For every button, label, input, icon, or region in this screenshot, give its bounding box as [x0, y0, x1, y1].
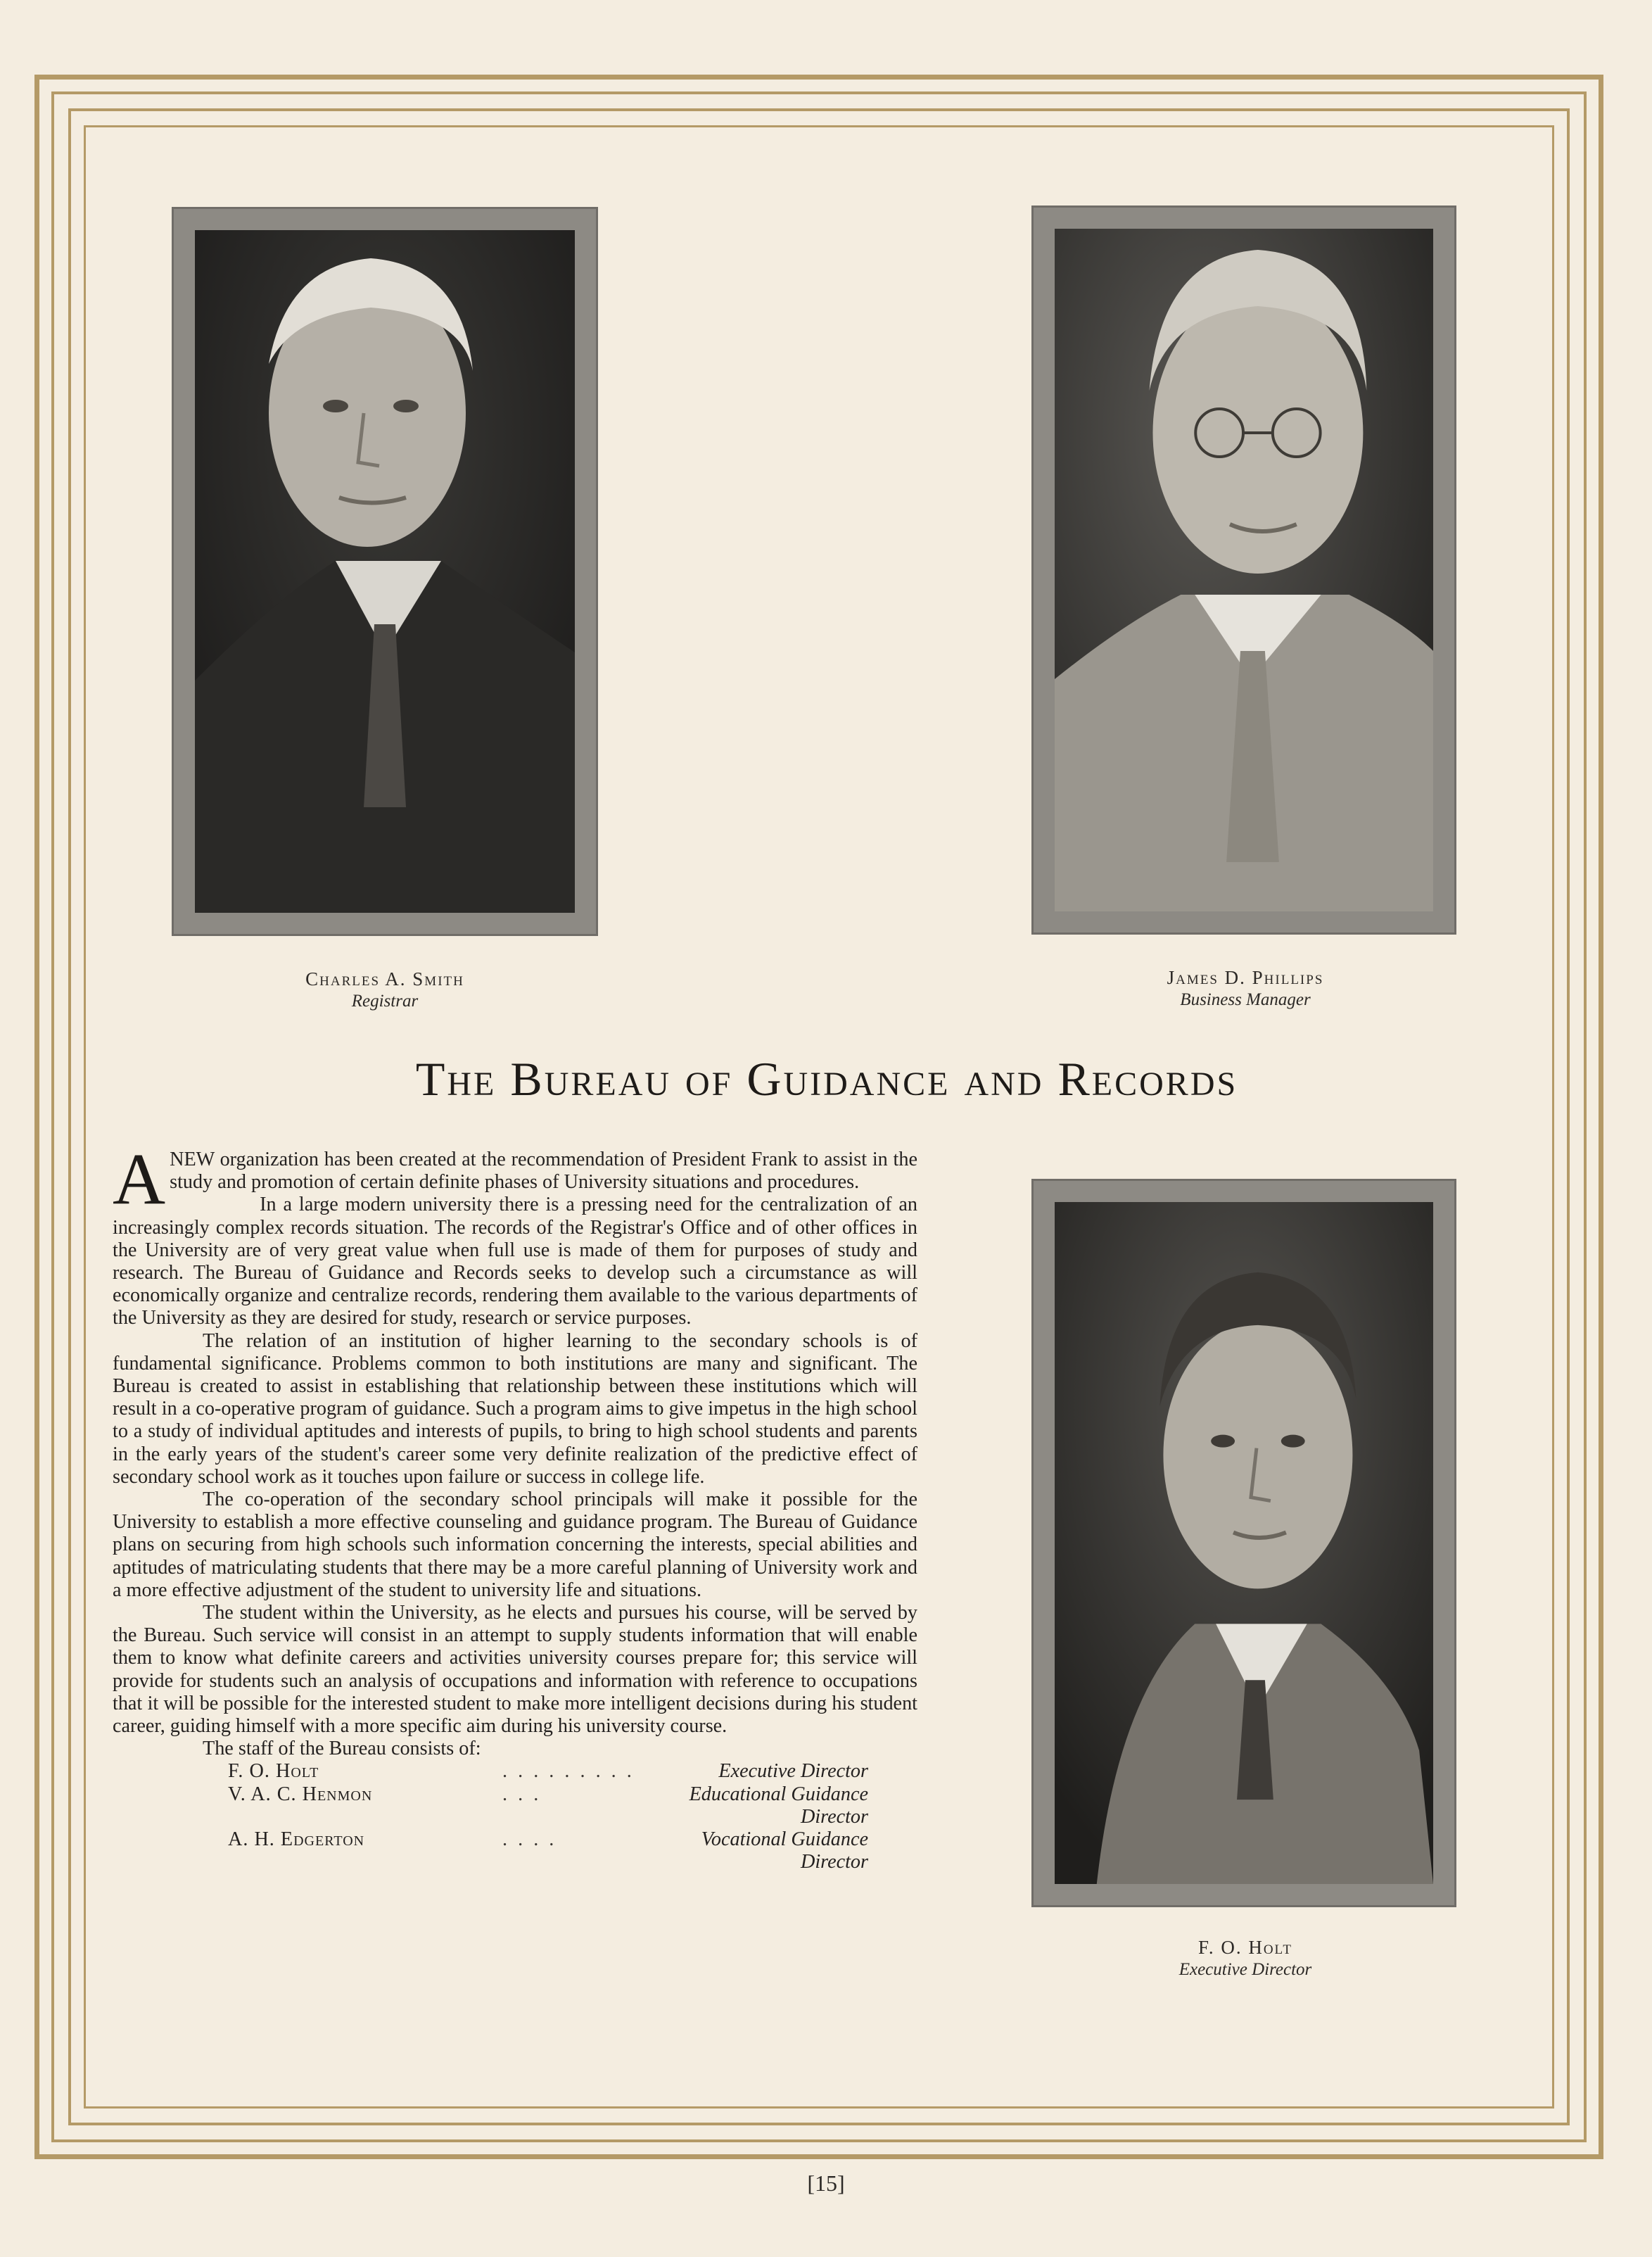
staff-row [113, 1828, 917, 1873]
portrait-frame-phillips [1031, 206, 1456, 935]
portrait-name-phillips: James D. Phillips [1167, 967, 1324, 988]
portrait-name-smith: Charles A. Smith [305, 968, 464, 990]
paragraph-6: The staff of the Bureau consists of: [203, 1738, 481, 1760]
page-number: [15] [807, 2170, 845, 2196]
caption-smith [244, 968, 526, 1011]
page-title: The Bureau of Guidance and Records [415, 1052, 1238, 1106]
paragraph-1 [113, 1139, 917, 1220]
staff-role: Vocational Guidance Director [701, 1828, 868, 1873]
staff-name: V. A. C. Henmon [228, 1783, 373, 1805]
staff-row [113, 1760, 917, 1783]
portrait-photo-smith [195, 230, 575, 913]
portrait-frame-holt [1031, 1179, 1456, 1907]
article-body [113, 1139, 917, 1874]
paragraph-4: The co-operation of the secondary school principals will make it possible for the University to establish a more effective counseling and guidance program. The Bureau of Guidance plans on securing from high schools such information concerning the interests, special abilities and aptitudes of matriculating students that there may be a more careful planning of University work and a more effective adjustment of the student to university life and situations. [113, 1488, 917, 1601]
paragraph-2: In a large modern university there is a pressing need for the centralization of an increasingly complex records situation. The records of the Registrar's Office and of other offices in the University are of very great value when full use is made of them for purposes of study and research. The Bureau of Guidance and Records seeks to develop such a circumstance as will economically organize and centralize records, rendering them available to the various departments of the University as they are desired for study, research or service purposes. [113, 1194, 917, 1329]
staff-leader-dots: . . . . [502, 1828, 557, 1851]
staff-name: A. H. Edgerton [228, 1828, 365, 1851]
staff-list [113, 1760, 917, 1873]
portrait-frame-smith [172, 207, 598, 936]
portrait-name-holt: F. O. Holt [1197, 1937, 1293, 1958]
staff-role: Educational Guidance Director [689, 1783, 868, 1828]
portrait-photo-holt [1055, 1202, 1433, 1884]
staff-name: F. O. Holt [228, 1760, 319, 1783]
paragraph-1-text: NEW organization has been created at the recommendation of President Frank to assist in the study and promotion of certain definite phases of University situations and procedures. [170, 1149, 917, 1194]
staff-leader-dots: . . . [502, 1783, 542, 1805]
portrait-photo-phillips [1055, 229, 1433, 911]
portrait-role-holt: Executive Director [1178, 1960, 1312, 1979]
drop-cap: A [113, 1139, 166, 1220]
staff-leader-dots: . . . . . . . . . [502, 1760, 635, 1783]
portrait-role-phillips: Business Manager [1180, 990, 1311, 1009]
caption-phillips [1105, 967, 1386, 1010]
portrait-role-smith: Registrar [351, 992, 419, 1011]
paragraph-3: The relation of an institution of higher learning to the secondary schools is of fundamental significance. Problems common to both institutions are many and significant. The Bureau is created to assist in establishing that relationship between these institutions which will result in a co-operative program of guidance. Such a program aims to give impetus in the high school to a study of individual aptitudes and interests of pupils, to bring to high school students and parents in the early years of the student's career some very definite realization of the predictive effect of secondary school work as it touches upon failure or success in college life. [113, 1329, 917, 1488]
staff-row [113, 1783, 917, 1828]
paragraph-5: The student within the University, as he elects and pursues his course, will be served by the Bureau. Such service will consist in an attempt to supply students information that will enable them to know what definite careers and activities university courses prepare for; this service will provide for students such an analysis of occupations and information with reference to occupations that it will be possible for the interested student to make more intelligent decisions during his student career, guiding himself with a more specific aim during his university course. [113, 1602, 917, 1738]
staff-role: Executive Director [718, 1760, 868, 1783]
caption-holt [1105, 1937, 1386, 1980]
